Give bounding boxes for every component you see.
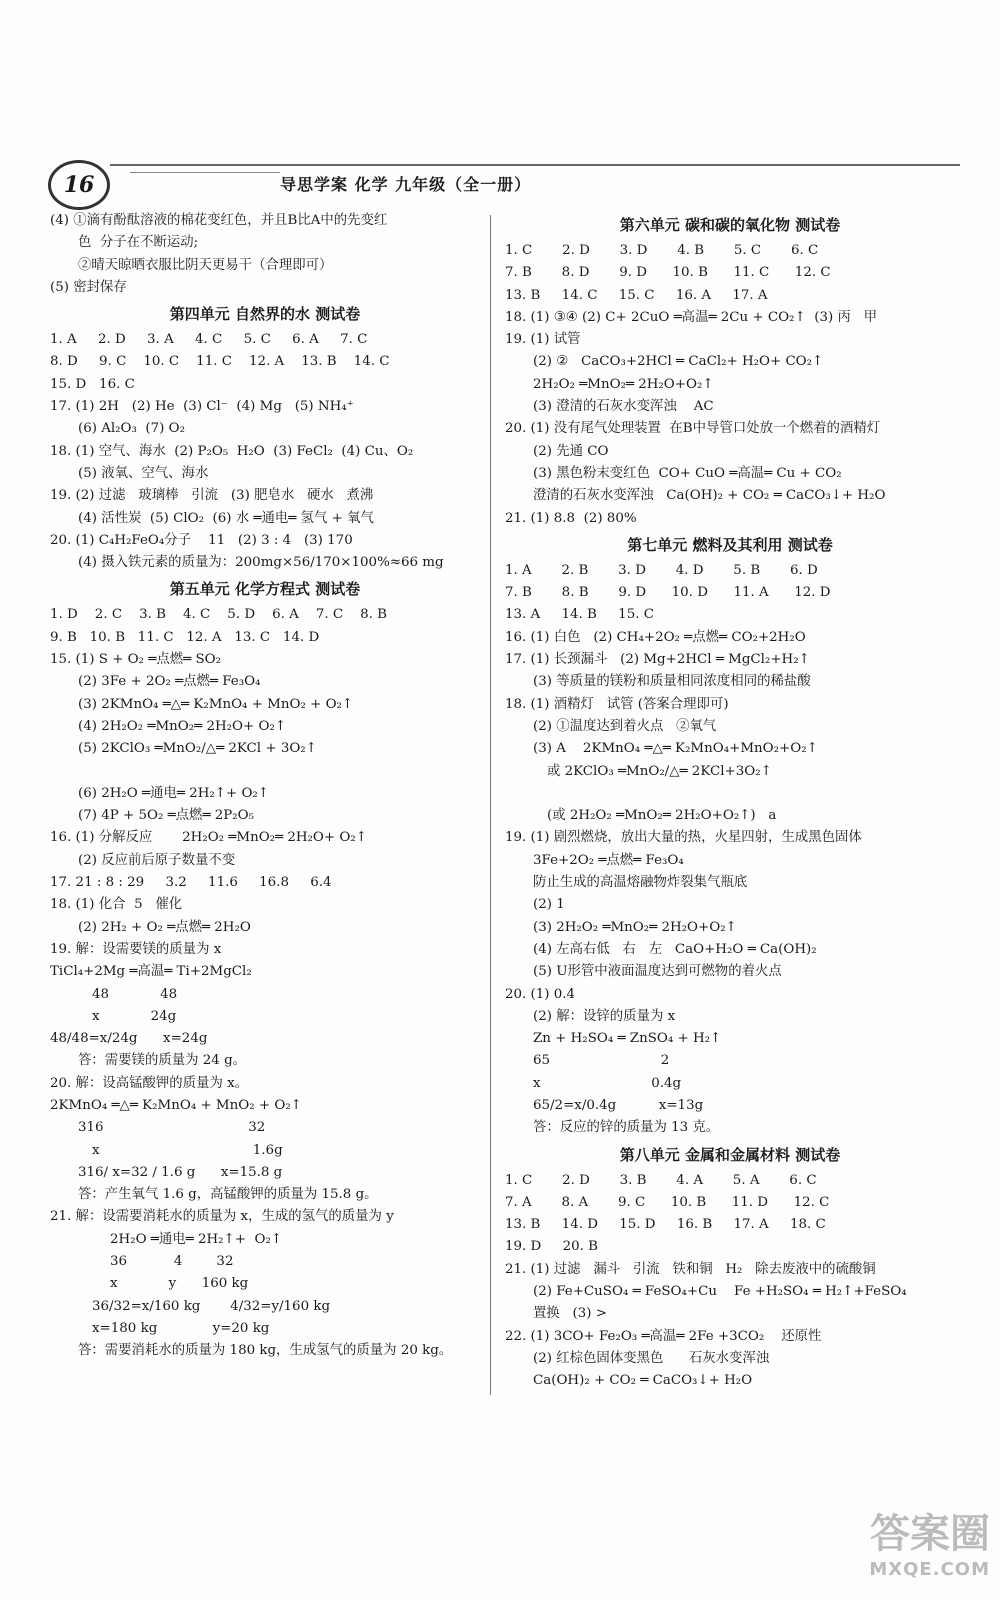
answer-line: (或 2H₂O₂ ═MnO₂═ 2H₂O+O₂↑) a [547, 808, 777, 824]
answer-line: (2) 红棕色固体变黑色 石灰水变浑浊 [533, 1350, 770, 1366]
answer-line: 7. B 8. D 9. D 10. B 11. C 12. C [505, 265, 831, 281]
answer-line: 2KMnO₄ ═△═ K₂MnO₄ + MnO₂ + O₂↑ [50, 1097, 302, 1113]
answer-line: 16. (1) 分解反应 2H₂O₂ ═MnO₂═ 2H₂O+ O₂↑ [50, 830, 367, 846]
watermark-cn: 答案圈 [870, 1511, 990, 1557]
answer-line: (5) U形管中液面温度达到可燃物的着火点 [533, 964, 782, 980]
answer-line: 21. 解：设需要消耗水的质量为 x，生成的氢气的质量为 y [50, 1209, 394, 1225]
answer-line: 21. (1) 过滤 漏斗 引流 铁和铜 H₂ 除去废液中的硫酸铜 [505, 1261, 876, 1277]
answer-line: 20. (1) 没有尾气处理装置 在B中导管口处放一个燃着的酒精灯 [505, 421, 881, 437]
answer-line: Ca(OH)₂ + CO₂ ═ CaCO₃↓+ H₂O [533, 1373, 753, 1389]
answer-line: (4) ①滴有酚酞溶液的棉花变红色，并且B比A中的先变红 [50, 213, 388, 228]
answer-line: x y 160 kg [110, 1276, 249, 1292]
answer-line: 19. (1) 试管 [505, 332, 581, 348]
answer-line: 8. D 9. C 10. C 11. C 12. A 13. B 14. C [50, 354, 390, 370]
answer-line: 19. D 20. B [505, 1239, 598, 1255]
answer-line: (4) 活性炭 (5) ClO₂ (6) 水 ═通电═ 氢气 + 氧气 [78, 510, 374, 526]
section-title: 第七单元 燃料及其利用 测试卷 [627, 535, 833, 554]
right-column [505, 210, 955, 1393]
answer-line: 16. (1) 白色 (2) CH₄+2O₂ ═点燃═ CO₂+2H₂O [505, 629, 806, 645]
answer-line: ②晴天晾晒衣服比阴天更易干（合理即可） [78, 257, 333, 273]
answer-line: 7. B 8. B 9. D 10. D 11. A 12. D [505, 585, 831, 601]
answer-line: (3) 澄清的石灰水变浑浊 AC [533, 399, 714, 415]
answer-line: 17. 21 : 8 : 29 3.2 11.6 16.8 6.4 [50, 875, 332, 891]
answer-line: 65/2=x/0.4g x=13g [533, 1097, 704, 1113]
page-header [40, 150, 960, 210]
left-column [50, 210, 480, 1363]
answer-line: 19. (2) 过滤 玻璃棒 引流 (3) 肥皂水 硬水 煮沸 [50, 488, 374, 504]
answer-line: 20. (1) C₄H₂FeO₄分子 11 (2) 3 : 4 (3) 170 [50, 532, 353, 548]
answer-line: 澄清的石灰水变浑浊 Ca(OH)₂ + CO₂ ═ CaCO₃↓+ H₂O [533, 488, 886, 504]
answer-line: 2H₂O₂ ═MnO₂═ 2H₂O+O₂↑ [533, 376, 714, 392]
answer-line: (3) A 2KMnO₄ ═△═ K₂MnO₄+MnO₂+O₂↑ [533, 741, 818, 757]
answer-line: 65 2 [533, 1053, 670, 1069]
answer-line: 色 分子在不断运动; [78, 235, 199, 251]
answer-line: 36/32=x/160 kg 4/32=y/160 kg [92, 1298, 331, 1314]
answer-line: (5) 液氧、空气、海水 [78, 465, 209, 481]
answer-line: (3) 2H₂O₂ ═MnO₂═ 2H₂O+O₂↑ [533, 919, 737, 935]
answer-line: (3) 黑色粉末变红色 CO+ CuO ═高温═ Cu + CO₂ [533, 465, 842, 481]
answer-line: (4) 2H₂O₂ ═MnO₂═ 2H₂O+ O₂↑ [78, 718, 287, 734]
answer-line: 316/ x=32 / 1.6 g x=15.8 g [78, 1164, 283, 1180]
answer-line: (6) 2H₂O ═通电═ 2H₂↑+ O₂↑ [78, 785, 270, 801]
answer-line: 20. (1) 0.4 [505, 986, 576, 1002]
answer-line: 18. (1) ③④ (2) C+ 2CuO ═高温═ 2Cu + CO₂↑ (3) 丙 甲 [505, 309, 877, 325]
answer-line: 17. (1) 2H (2) He (3) Cl⁻ (4) Mg (5) NH₄⁺ [50, 399, 354, 415]
answer-line: (2) ①温度达到着火点 ②氧气 [533, 718, 717, 734]
answer-line: 9. B 10. B 11. C 12. A 13. C 14. D [50, 629, 320, 645]
answer-line: 15. D 16. C [50, 376, 135, 392]
answer-line: (2) 3Fe + 2O₂ ═点燃═ Fe₃O₄ [78, 674, 261, 690]
answer-line: 1. C 2. D 3. D 4. B 5. C 6. C [505, 243, 819, 258]
answer-line: 48/48=x/24g x=24g [50, 1031, 208, 1047]
answer-line: 或 2KClO₃ ═MnO₂/△═ 2KCl+3O₂↑ [547, 763, 772, 779]
column-divider [490, 215, 491, 1395]
answer-line: 18. (1) 酒精灯 试管 (答案合理即可) [505, 696, 729, 712]
answer-line: (5) 2KClO₃ ═MnO₂/△═ 2KCl + 3O₂↑ [78, 741, 317, 757]
answer-line: 答：产生氧气 1.6 g，高锰酸钾的质量为 15.8 g。 [78, 1187, 378, 1203]
answer-line: TiCl₄+2Mg ═高温═ Ti+2MgCl₂ [50, 964, 252, 980]
header-title: 导思学案 化学 九年级（全一册） [280, 175, 532, 194]
section-title: 第六单元 碳和碳的氧化物 测试卷 [619, 216, 841, 234]
answer-line: 答：需要镁的质量为 24 g。 [78, 1053, 247, 1069]
answer-line [50, 761, 480, 783]
answer-line: (6) Al₂O₃ (7) O₂ [78, 421, 185, 437]
section-title: 第五单元 化学方程式 测试卷 [169, 580, 361, 599]
answer-line: 答：反应的锌的质量为 13 克。 [533, 1120, 720, 1136]
answer-line: 3Fe+2O₂ ═点燃═ Fe₃O₄ [533, 852, 684, 868]
answer-line: 2H₂O ═通电═ 2H₂↑+ O₂↑ [110, 1231, 283, 1247]
answer-line: 22. (1) 3CO+ Fe₂O₃ ═高温═ 2Fe +3CO₂ 还原性 [505, 1328, 822, 1344]
answer-line: 13. B 14. C 15. C 16. A 17. A [505, 287, 768, 303]
answer-line: 316 32 [78, 1120, 266, 1136]
answer-line: 48 48 [92, 986, 178, 1002]
answer-line: 1. C 2. D 3. B 4. A 5. A 6. C [505, 1172, 817, 1188]
answer-line: (2) 反应前后原子数量不变 [78, 852, 236, 868]
answer-line: (7) 4P + 5O₂ ═点燃═ 2P₂O₅ [78, 808, 255, 824]
header-rule-sub [130, 172, 280, 173]
answer-line: 防止生成的高温熔融物炸裂集气瓶底 [533, 875, 748, 891]
answer-line: 19. (1) 剧烈燃烧，放出大量的热，火星四射，生成黑色固体 [505, 830, 862, 846]
answer-line: (2) 2H₂ + O₂ ═点燃═ 2H₂O [78, 919, 251, 935]
answer-line: 1. D 2. C 3. B 4. C 5. D 6. A 7. C 8. B [50, 607, 388, 623]
answer-line: (3) 等质量的镁粉和质量相同浓度相同的稀盐酸 [533, 674, 811, 690]
answer-line: 18. (1) 空气、海水 (2) P₂O₅ H₂O (3) FeCl₂ (4) Cu、O₂ [50, 443, 414, 459]
answer-line: 18. (1) 化合 5 催化 [50, 897, 183, 913]
answer-line: (2) ② CaCO₃+2HCl ═ CaCl₂+ H₂O+ CO₂↑ [533, 354, 824, 370]
answer-line: (2) Fe+CuSO₄ ═ FeSO₄+Cu Fe +H₂SO₄ ═ H₂↑+FeSO₄ [533, 1284, 907, 1300]
answer-line: (4) 左高右低 右 左 CaO+H₂O ═ Ca(OH)₂ [533, 941, 817, 957]
answer-line: x=180 kg y=20 kg [92, 1320, 270, 1336]
answer-line: x 24g [92, 1008, 177, 1024]
answer-line: (2) 先通 CO [533, 443, 609, 459]
answer-line: x 0.4g [533, 1075, 682, 1091]
answer-line: 13. A 14. B 15. C [505, 607, 654, 623]
answer-line [505, 783, 955, 805]
section-title: 第八单元 金属和金属材料 测试卷 [619, 1145, 841, 1164]
watermark-en: MXQE.COM [869, 1559, 990, 1580]
answer-line: (3) 2KMnO₄ ═△═ K₂MnO₄ + MnO₂ + O₂↑ [78, 696, 354, 712]
answer-line: 1. A 2. B 3. D 4. D 5. B 6. D [505, 562, 818, 578]
answer-line: (2) 1 [533, 897, 565, 913]
answer-line: 13. B 14. D 15. D 16. B 17. A 18. C [505, 1217, 826, 1233]
answer-line: 19. 解：设需要镁的质量为 x [50, 941, 222, 957]
answer-line: 答：需要消耗水的质量为 180 kg，生成氢气的质量为 20 kg。 [78, 1343, 453, 1359]
answer-line: Zn + H₂SO₄ ═ ZnSO₄ + H₂↑ [533, 1031, 722, 1047]
answer-line: 1. A 2. D 3. A 4. C 5. C 6. A 7. C [50, 332, 368, 348]
answer-line: 15. (1) S + O₂ ═点燃═ SO₂ [50, 652, 221, 668]
answer-line: (5) 密封保存 [50, 279, 127, 295]
answer-line: (4) 摄入铁元素的质量为：200mg×56/170×100%≈66 mg [78, 555, 444, 571]
answer-line: 7. A 8. A 9. C 10. B 11. D 12. C [505, 1194, 830, 1210]
watermark [869, 1502, 990, 1580]
section-title: 第四单元 自然界的水 测试卷 [169, 305, 361, 324]
answer-line: 置换 (3) > [533, 1306, 607, 1322]
answer-line: 21. (1) 8.8 (2) 80% [505, 510, 637, 526]
answer-line: 20. 解：设高锰酸钾的质量为 x。 [50, 1075, 249, 1091]
answer-line: x 1.6g [92, 1142, 283, 1158]
answer-line: (2) 解：设锌的质量为 x [533, 1008, 676, 1024]
header-rule [110, 164, 960, 166]
page-number: 16 [48, 160, 110, 210]
answer-line: 17. (1) 长颈漏斗 (2) Mg+2HCl ═ MgCl₂+H₂↑ [505, 652, 810, 668]
answer-line: 36 4 32 [110, 1254, 234, 1270]
